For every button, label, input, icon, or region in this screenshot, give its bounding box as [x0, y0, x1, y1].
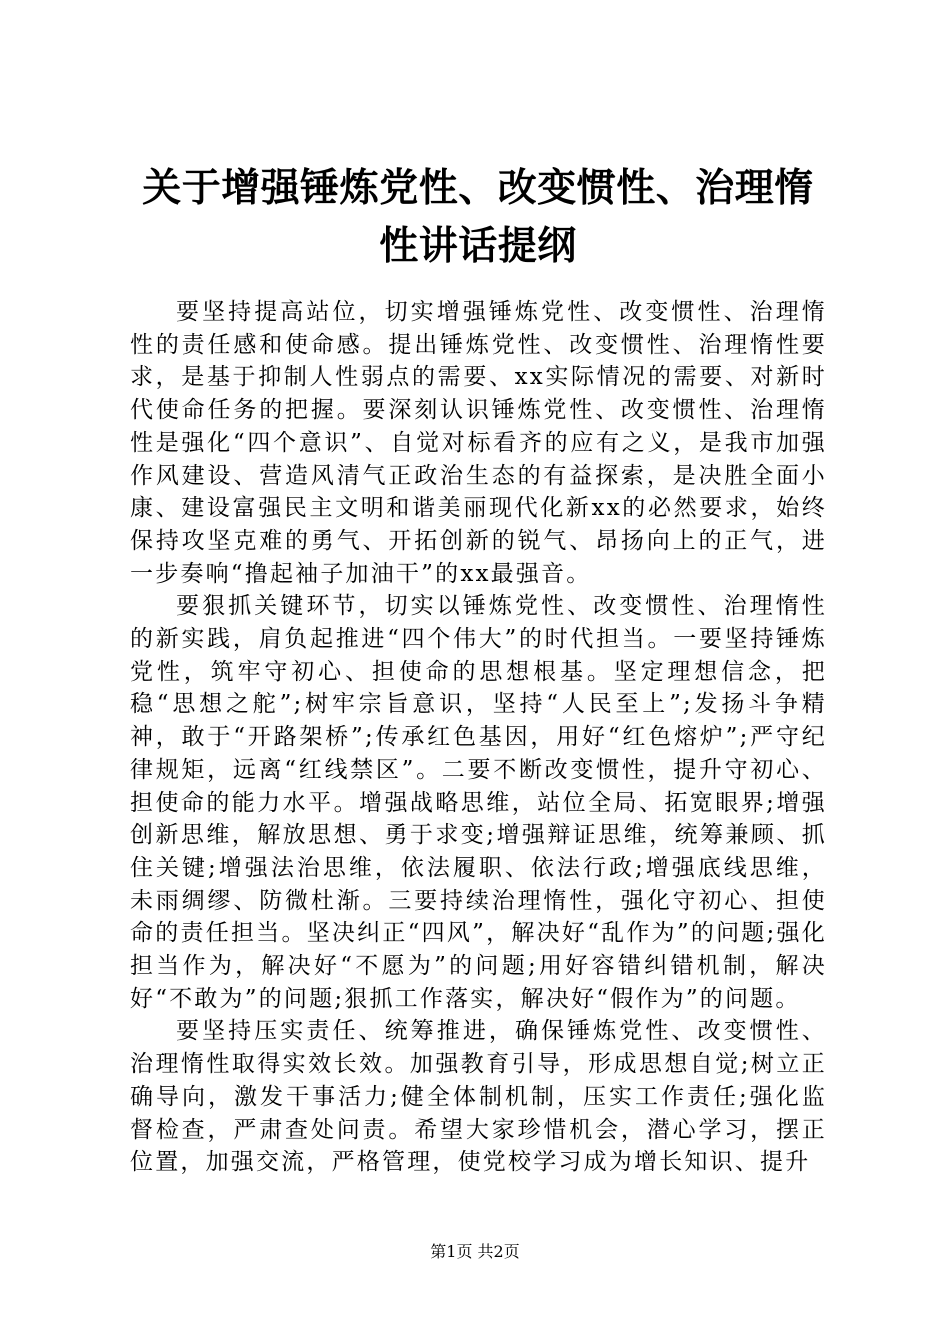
page-footer: 第1页 共2页	[430, 1242, 520, 1261]
paragraph-3: 要坚持压实责任、统筹推进，确保锤炼党性、改变惯性、治理惰性取得实效长效。加强教育引导，形成思想自觉;树立正确导向，激发干事活力;健全体制机制，压实工作责任;强化监督检查，严肃查处问责。希望大家珍惜机会，潜心学习，摆正位置，加强交流，严格管理，使党校学习成为增长知识、提升	[130, 1018, 827, 1176]
paragraph-1: 要坚持提高站位，切实增强锤炼党性、改变惯性、治理惰性的责任感和使命感。提出锤炼党性、改变惯性、治理惰性要求，是基于抑制人性弱点的需要、xx实际情况的需要、对新时代使命任务的把握。要深刻认识锤炼党性、改变惯性、治理惰性是强化“四个意识”、自觉对标看齐的应有之义，是我市加强作风建设、营造风清气正政治生态的有益探索，是决胜全面小康、建设富强民主文明和谐美丽现代化新xx的必然要求，始终保持攻坚克难的勇气、开拓创新的锐气、昂扬向上的正气，进一步奏响“撸起袖子加油干”的xx最强音。	[130, 299, 827, 587]
paragraph-2: 要狠抓关键环节，切实以锤炼党性、改变惯性、治理惰性的新实践，肩负起推进“四个伟大”的时代担当。一要坚持锤炼党性，筑牢守初心、担使命的思想根基。坚定理想信念，把稳“思想之舵”;树牢宗旨意识，坚持“人民至上”;发扬斗争精神，敢于“开路架桥”;传承红色基因，用好“红色熔炉”;严守纪律规矩，远离“红线禁区”。二要不断改变惯性，提升守初心、担使命的能力水平。增强战略思维，站位全局、拓宽眼界;增强创新思维，解放思想、勇于求变;增强辩证思维，统筹兼顾、抓住关键;增强法治思维，依法履职、依法行政;增强底线思维，未雨绸缪、防微杜渐。三要持续治理惰性，强化守初心、担使命的责任担当。坚决纠正“四风”，解决好“乱作为”的问题;强化担当作为，解决好“不愿为”的问题;用好容错纠错机制，解决好“不敢为”的问题;狠抓工作落实，解决好“假作为”的问题。	[130, 593, 827, 1012]
document-body	[130, 296, 827, 1179]
document-title: 关于增强锤炼党性、改变惯性、治理惰性讲话提纲	[142, 166, 814, 269]
